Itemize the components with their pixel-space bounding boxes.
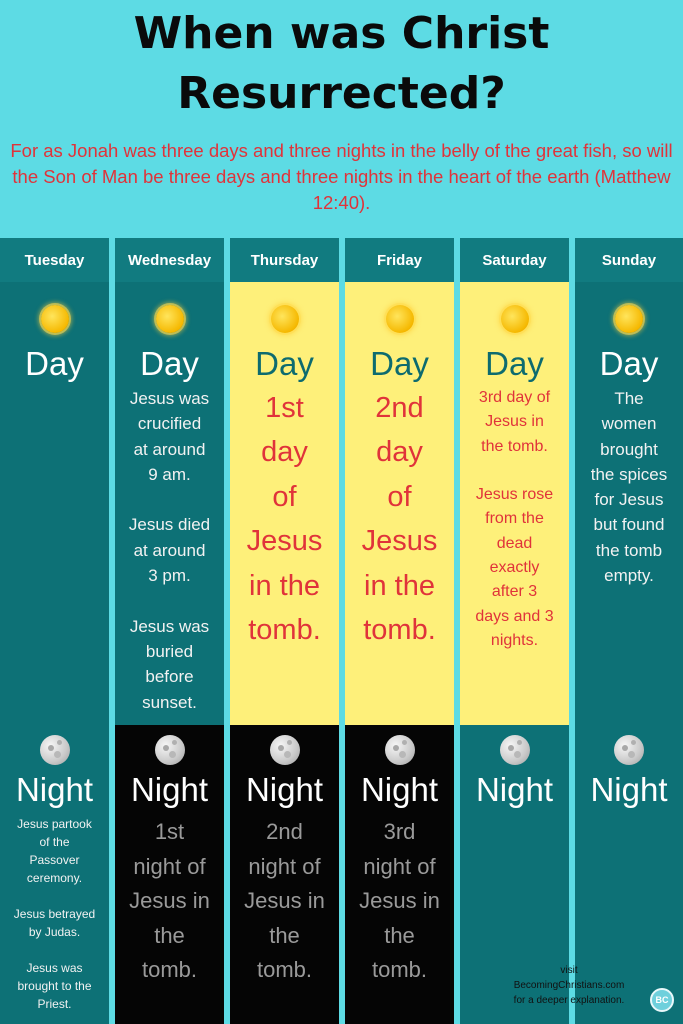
moon-icon <box>40 735 70 765</box>
day-text: 3rd day of Jesus in the tomb. Jesus rose from the dead exactly after 3 days and 3 nights. <box>475 389 554 649</box>
sun-icon <box>386 305 414 333</box>
moon-icon <box>155 735 185 765</box>
verse-text: For as Jonah was three days and three nights in the belly of the great fish, so will the Son of Man be three days and three nights in the heart of the earth (Matthew 12:40). <box>10 140 673 213</box>
sun-icon <box>501 305 529 333</box>
day-text: 2nd day of Jesus in the tomb. <box>361 392 438 647</box>
moon-icon <box>614 735 644 765</box>
day-header: Sunday <box>575 238 683 282</box>
night-text: Jesus partook of the Passover ceremony. Jesus betrayed by Judas. Jesus was brought to the Priest. <box>13 817 96 1011</box>
day-header: Thursday <box>230 238 339 282</box>
moon-icon <box>385 735 415 765</box>
page-title: When was Christ Resurrected? <box>133 8 550 119</box>
day-header: Tuesday <box>0 238 109 282</box>
day-label: Day <box>370 345 429 382</box>
footer-note: visit BecomingChristians.com for a deeper explanation. <box>513 965 625 1006</box>
night-text: 1st night of Jesus in the tomb. <box>129 819 210 982</box>
sun-icon <box>615 305 643 333</box>
day-text: The women brought the spices for Jesus but found the tomb empty. <box>590 389 668 586</box>
sun-icon <box>156 305 184 333</box>
column-sunday <box>575 238 683 1024</box>
night-panel <box>115 725 224 1024</box>
day-text: 1st day of Jesus in the tomb. <box>246 392 323 647</box>
night-label: Night <box>360 771 439 808</box>
night-text: 3rd night of Jesus in the tomb. <box>359 819 440 982</box>
day-label: Day <box>140 345 199 382</box>
day-header: Wednesday <box>115 238 224 282</box>
night-label: Night <box>130 771 209 808</box>
night-text: 2nd night of Jesus in the tomb. <box>244 819 325 982</box>
day-label: Day <box>485 345 544 382</box>
day-panel <box>575 282 683 725</box>
day-label: Day <box>25 345 84 382</box>
column-friday <box>345 238 454 1024</box>
moon-icon <box>270 735 300 765</box>
column-saturday <box>460 238 569 1024</box>
day-panel <box>345 282 454 725</box>
night-panel <box>0 725 109 1024</box>
night-label: Night <box>590 771 668 808</box>
night-label: Night <box>245 771 324 808</box>
column-thursday <box>230 238 339 1024</box>
night-label: Night <box>15 771 94 808</box>
column-wednesday <box>115 238 224 1024</box>
logo: BC <box>650 988 674 1012</box>
day-text: Jesus was crucified at around 9 am. Jesus died at around 3 pm. Jesus was buried before sunset. <box>128 389 211 712</box>
sun-icon <box>271 305 299 333</box>
day-panel <box>460 282 569 725</box>
moon-icon <box>500 735 530 765</box>
day-panel <box>230 282 339 725</box>
day-panel <box>0 282 109 725</box>
night-panel <box>230 725 339 1024</box>
night-label: Night <box>475 771 554 808</box>
column-tuesday <box>0 238 109 1024</box>
day-panel <box>115 282 224 725</box>
day-label: Day <box>599 345 659 382</box>
day-header: Saturday <box>460 238 569 282</box>
day-header: Friday <box>345 238 454 282</box>
sun-icon <box>41 305 69 333</box>
night-panel <box>345 725 454 1024</box>
day-label: Day <box>255 345 314 382</box>
